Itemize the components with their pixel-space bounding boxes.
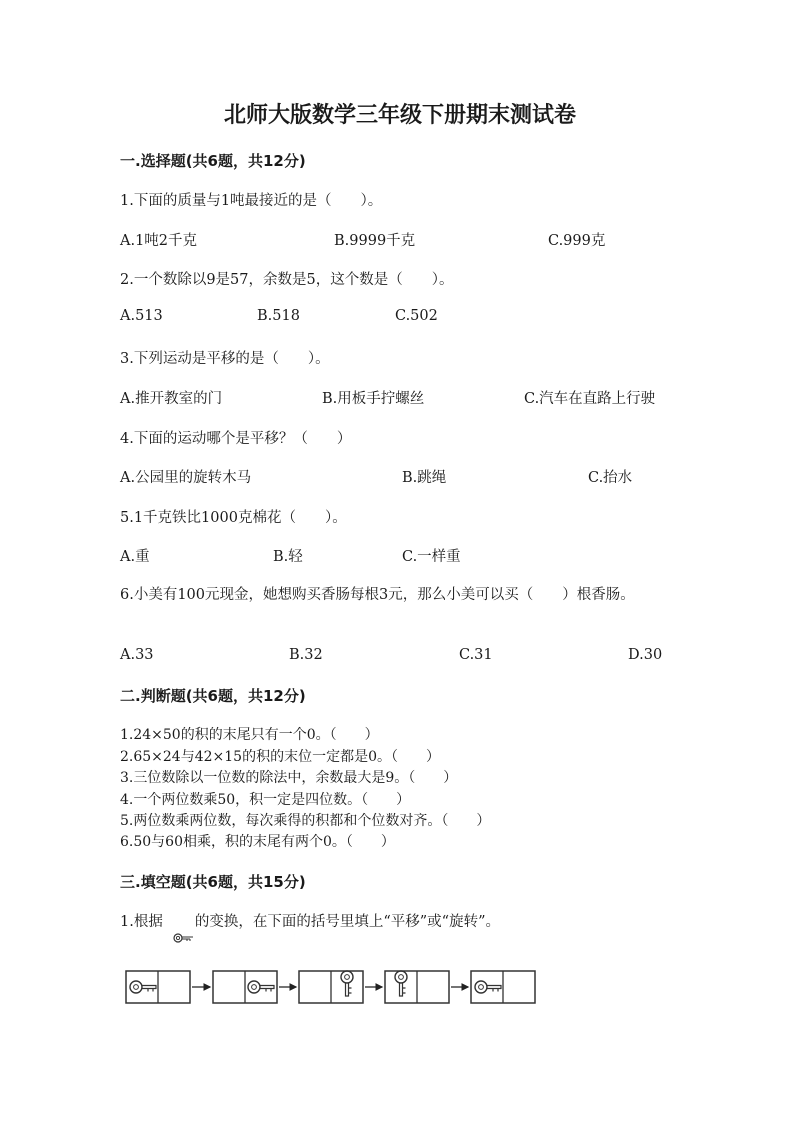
- question-text: 2.一个数除以9是57，余数是5，这个数是（ ）。: [120, 272, 454, 288]
- key-icon: [475, 981, 501, 993]
- section-heading-judgement: 二.判断题(共6题，共12分): [120, 687, 306, 705]
- key-icon: [248, 981, 274, 993]
- section-heading-choice: 一.选择题(共6题，共12分): [120, 152, 306, 170]
- key-icon: [130, 981, 156, 993]
- option-a: A.513: [120, 308, 163, 324]
- option-c: C.一样重: [402, 549, 461, 565]
- diagram-box: [213, 971, 277, 1003]
- option-b: B.518: [257, 308, 300, 324]
- option-c: C.999克: [548, 233, 606, 249]
- key-icon: [341, 971, 353, 996]
- key-icon: [395, 971, 407, 996]
- question-text: 3.下列运动是平移的是（ ）。: [120, 351, 330, 367]
- option-d: D.30: [628, 647, 663, 663]
- option-c: C.汽车在直路上行驶: [524, 391, 656, 407]
- key-icon: [173, 931, 195, 945]
- question-text-before: 1.根据: [120, 914, 163, 930]
- option-b: B.轻: [273, 549, 303, 565]
- option-a: A.33: [120, 647, 154, 663]
- question-text: 4.下面的运动哪个是平移？（ ）: [120, 431, 352, 447]
- option-a: A.公园里的旋转木马: [120, 470, 252, 486]
- question-text: 5.1千克铁比1000克棉花（ ）。: [120, 510, 347, 526]
- page-title: 北师大版数学三年级下册期末测试卷: [223, 103, 576, 128]
- diagram-box: [471, 971, 535, 1003]
- question-text-after: 的变换，在下面的括号里填上“平移”或“旋转”。: [194, 914, 500, 930]
- section-heading-fill: 三.填空题(共6题，共15分): [120, 873, 306, 891]
- option-b: B.9999千克: [334, 233, 416, 249]
- option-b: B.用板手拧螺丝: [322, 391, 425, 407]
- diagram-box: [126, 971, 190, 1003]
- option-a: A.重: [120, 549, 150, 565]
- judgement-item: 1.24×50的积的末尾只有一个0。（ ）: [120, 727, 379, 743]
- judgement-item: 2.65×24与42×15的积的末位一定都是0。（ ）: [120, 749, 440, 765]
- option-c: C.502: [395, 308, 438, 324]
- diagram-box: [385, 971, 449, 1003]
- question-text: [120, 910, 500, 931]
- judgement-item: 5.两位数乘两位数，每次乘得的积都和个位数对齐。（ ）: [120, 813, 491, 829]
- option-a: A.推开教室的门: [120, 391, 223, 407]
- judgement-item: 4.一个两位数乘50，积一定是四位数。（ ）: [120, 792, 411, 808]
- question-text: 6.小美有100元现金，她想购买香肠每根3元，那么小美可以买（ ）根香肠。: [120, 587, 635, 603]
- option-c: C.31: [459, 647, 493, 663]
- option-a: A.1吨2千克: [120, 233, 198, 249]
- diagram-box: [299, 971, 363, 1003]
- judgement-item: 3.三位数除以一位数的除法中，余数最大是9。（ ）: [120, 770, 458, 786]
- option-c: C.抬水: [588, 470, 633, 486]
- option-b: B.32: [289, 647, 323, 663]
- question-text: 1.下面的质量与1吨最接近的是（ ）。: [120, 193, 383, 209]
- option-b: B.跳绳: [402, 470, 447, 486]
- transformation-diagram: [124, 967, 544, 1009]
- judgement-item: 6.50与60相乘，积的末尾有两个0。（ ）: [120, 834, 395, 850]
